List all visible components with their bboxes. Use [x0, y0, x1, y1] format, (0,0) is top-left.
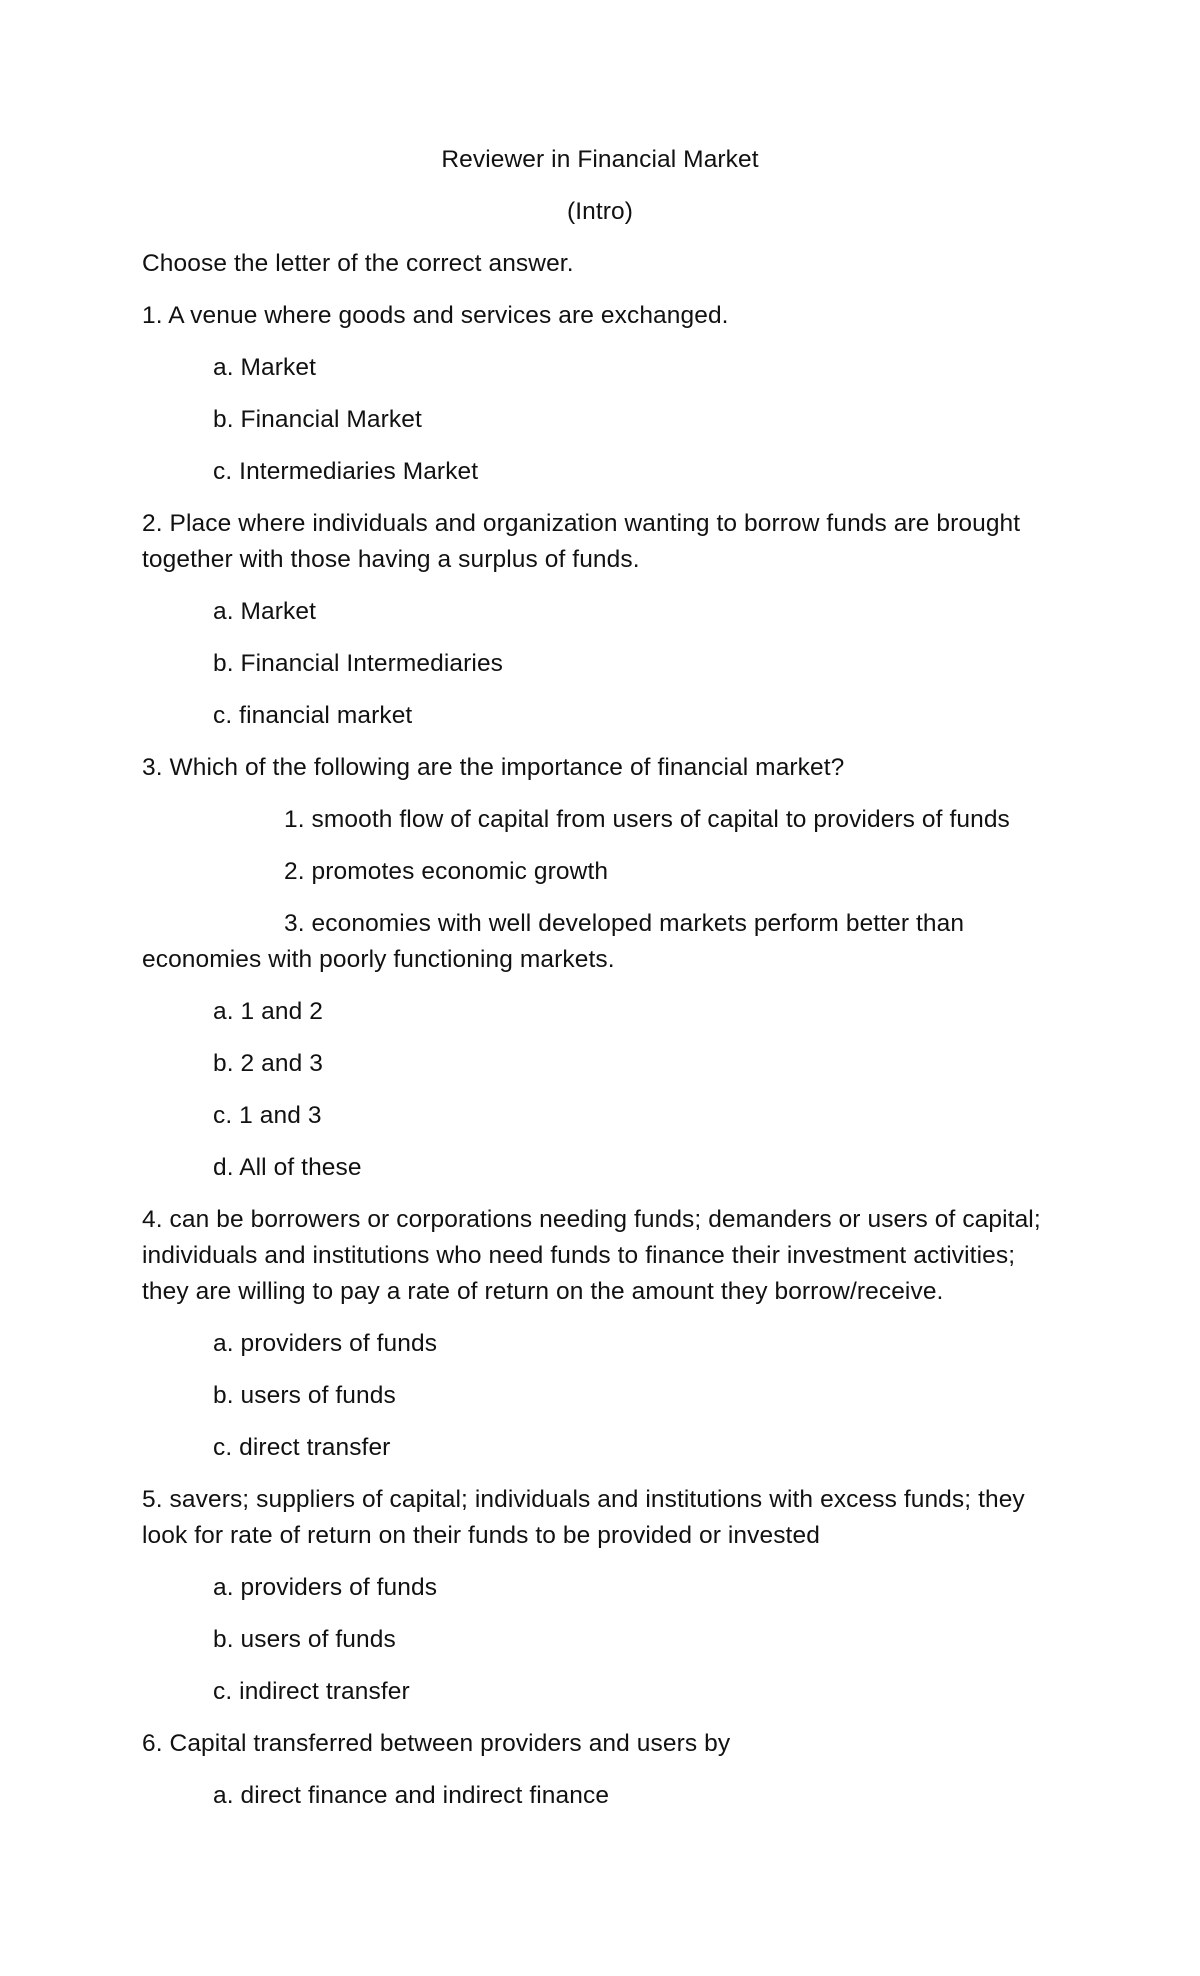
question-1-option-a: a. Market — [213, 354, 317, 381]
question-4-text-line1: 4. can be borrowers or corporations needing funds; demanders or users of capital; — [142, 1206, 1041, 1233]
question-3-option-a: a. 1 and 2 — [213, 998, 323, 1025]
question-4-option-b: b. users of funds — [213, 1382, 396, 1409]
question-3-item-3-continuation: economies with poorly functioning markets. — [142, 946, 615, 973]
question-3-item-3: 3. economies with well developed markets perform better than — [284, 910, 965, 937]
question-3-item-2: 2. promotes economic growth — [284, 858, 609, 885]
question-3-option-d: d. All of these — [213, 1154, 362, 1181]
question-2-text-line2: together with those having a surplus of funds. — [142, 546, 640, 573]
question-4-option-a: a. providers of funds — [213, 1330, 438, 1357]
document-title: Reviewer in Financial Market — [441, 146, 759, 173]
question-4-text-line2: individuals and institutions who need funds to finance their investment activities; — [142, 1242, 1016, 1269]
question-6-text: 6. Capital transferred between providers and users by — [142, 1730, 731, 1757]
question-3-option-b: b. 2 and 3 — [213, 1050, 323, 1077]
question-2-option-b: b. Financial Intermediaries — [213, 650, 504, 677]
question-1-option-c: c. Intermediaries Market — [213, 458, 479, 485]
question-2-option-c: c. financial market — [213, 702, 413, 729]
question-4-option-c: c. direct transfer — [213, 1434, 391, 1461]
question-2-option-a: a. Market — [213, 598, 317, 625]
question-3-item-1: 1. smooth flow of capital from users of capital to providers of funds — [284, 806, 1010, 833]
question-4-text-line3: they are willing to pay a rate of return on the amount they borrow/receive. — [142, 1278, 944, 1305]
question-5-option-b: b. users of funds — [213, 1626, 396, 1653]
question-2-text-line1: 2. Place where individuals and organization wanting to borrow funds are brought — [142, 510, 1021, 537]
question-5-text-line2: look for rate of return on their funds to be provided or invested — [142, 1522, 820, 1549]
question-6-option-a: a. direct finance and indirect finance — [213, 1782, 610, 1809]
question-5-option-c: c. indirect transfer — [213, 1678, 410, 1705]
question-1-option-b: b. Financial Market — [213, 406, 422, 433]
document-subtitle: (Intro) — [566, 198, 634, 225]
instruction-text: Choose the letter of the correct answer. — [142, 250, 574, 277]
question-3-option-c: c. 1 and 3 — [213, 1102, 322, 1129]
question-5-option-a: a. providers of funds — [213, 1574, 438, 1601]
question-5-text-line1: 5. savers; suppliers of capital; individuals and institutions with excess funds; they — [142, 1486, 1025, 1513]
question-3-text: 3. Which of the following are the importance of financial market? — [142, 754, 845, 781]
question-1-text: 1. A venue where goods and services are exchanged. — [142, 302, 729, 329]
